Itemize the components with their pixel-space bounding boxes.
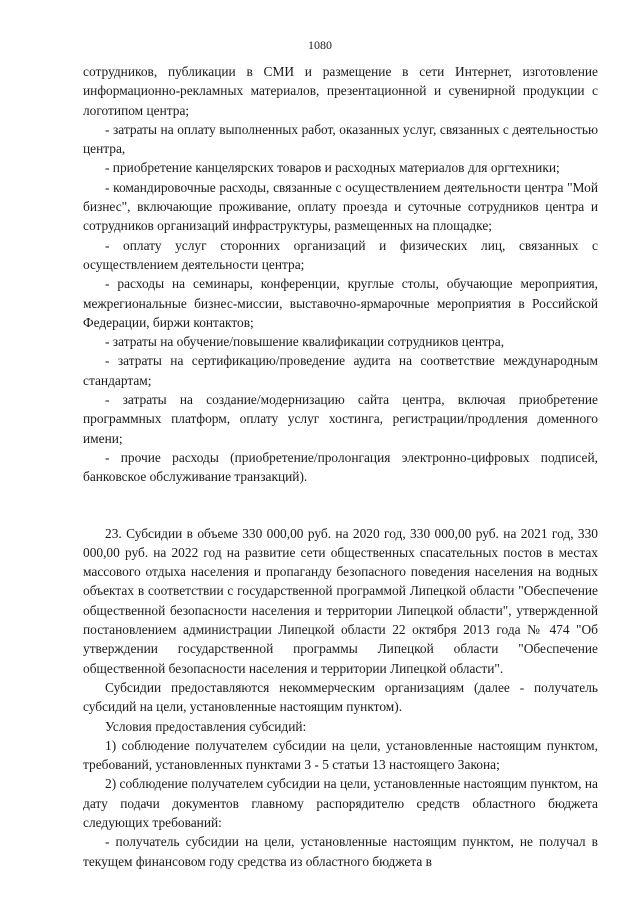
list-item-seminars: - расходы на семинары, конференции, круглые столы, обучающие мероприятия, межрегиональные бизнес-миссии, выставочно-ярмарочные мероприятия в Российской Федерации, биржи контактов; — [83, 276, 598, 330]
list-item-travel-expenses: - командировочные расходы, связанные с осуществлением деятельности центра "Мой бизнес", включающие проживание, оплату проезда и суточные сотрудников центра и сотрудников организаций инфраструктуры, размещенных на площадке; — [83, 179, 598, 234]
page-number: 1080 — [308, 38, 332, 52]
condition-1: 1) соблюдение получателем субсидии на цели, установленные настоящим пунктом, требований, установленных пунктами 3 - 5 статьи 13 настоящего Закона; — [83, 737, 598, 773]
list-item-third-party-services: - оплату услуг сторонних организаций и физических лиц, связанных с осуществлением деятельности центра; — [83, 237, 598, 272]
list-item-work-costs: - затраты на оплату выполненных работ, оказанных услуг, связанных с деятельностью центра, — [83, 121, 598, 157]
conditions-heading: Условия предоставления субсидий: — [105, 718, 307, 734]
list-item-training: - затраты на обучение/повышение квалификации сотрудников центра, — [105, 334, 505, 350]
list-item-other-expenses: - прочие расходы (приобретение/пролонгация электронно-цифровых подписей, банковское обслуживание транзакций). — [83, 449, 598, 485]
paragraph-continuation: сотрудников, публикации в СМИ и размещение в сети Интернет, изготовление информационно-рекламных материалов, презентационной и сувенирной продукции с логотипом центра; — [83, 64, 598, 118]
condition-2-item: - получатель субсидии на цели, установленные настоящим пунктом, не получал в текущем финансовом году средства из областного бюджета в — [83, 834, 598, 869]
document-body — [83, 62, 598, 871]
section-gap — [83, 487, 598, 524]
list-item-website: - затраты на создание/модернизацию сайта центра, включая приобретение программных платформ, оплату услуг хостинга, регистрации/продления доменного имени; — [83, 392, 598, 446]
list-item-stationery: - приобретение канцелярских товаров и расходных материалов для оргтехники; — [105, 160, 560, 176]
list-item-certification: - затраты на сертификацию/проведение аудита на соответствие международным стандартам; — [83, 353, 598, 388]
section-23-paragraph: 23. Субсидии в объеме 330 000,00 руб. на 2020 год, 330 000,00 руб. на 2021 год, 330 000,00 руб. на 2022 год на развитие сети общественных спасательных постов в местах массового отдыха населения и пропаганду безопасного поведения населения на водных объектах в соответствии с государственной программой Липецкой области "Обеспечение общественной безопасности населения и территории Липецкой области", утвержденной постановлением администрации Липецкой области 22 октября 2013 года № 474 "Об утверждении государственной программы Липецкой области "Обеспечение общественной безопасности населения и территории Липецкой области". — [83, 525, 598, 676]
recipients-paragraph: Субсидии предоставляются некоммерческим организациям (далее - получатель субсидий на цели, установленные настоящим пунктом). — [83, 679, 598, 715]
condition-2: 2) соблюдение получателем субсидии на цели, установленные настоящим пунктом, на дату подачи документов главному распорядителю средств областного бюджета следующих требований: — [83, 776, 598, 830]
